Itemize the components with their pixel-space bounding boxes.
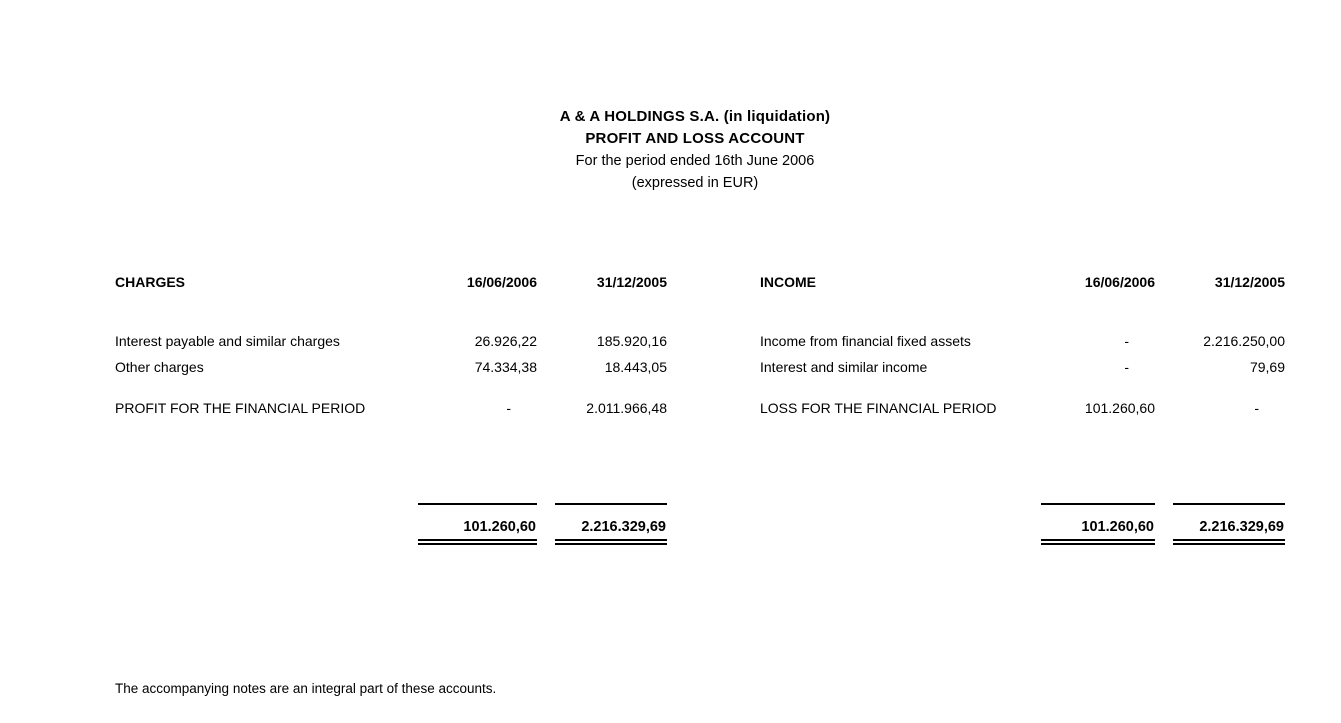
- table-row: [760, 328, 1285, 354]
- row-label: LOSS FOR THE FINANCIAL PERIOD: [760, 400, 997, 416]
- statement-title: PROFIT AND LOSS ACCOUNT: [585, 130, 805, 147]
- row-label: Other charges: [115, 359, 204, 375]
- table-row: [760, 395, 1285, 421]
- charges-total-2006: 101.260,60: [418, 503, 537, 545]
- row-value-2005: 79,69: [1249, 359, 1285, 375]
- table-row: [760, 354, 1285, 380]
- company-name: A & A HOLDINGS S.A. (in liquidation): [559, 108, 831, 125]
- charges-total-2005: 2.216.329,69: [555, 503, 667, 545]
- row-value-2006: -: [1124, 359, 1129, 375]
- row-label: Interest payable and similar charges: [115, 333, 340, 349]
- row-value-2005: -: [1254, 400, 1259, 416]
- footer-note: The accompanying notes are an integral part of these accounts.: [115, 681, 497, 696]
- income-total-2006: 101.260,60: [1041, 503, 1155, 545]
- charges-table: [115, 272, 667, 545]
- charges-header-row: [115, 272, 667, 292]
- row-value-2005: 2.216.250,00: [1203, 333, 1285, 349]
- table-row: [115, 328, 667, 354]
- row-value-2005: 185.920,16: [596, 333, 667, 349]
- row-value-2005: 2.011.966,48: [586, 400, 667, 416]
- charges-totals-row: [115, 503, 667, 545]
- income-header-row: [760, 272, 1285, 292]
- table-row: [115, 395, 667, 421]
- row-value-2006: -: [1124, 333, 1129, 349]
- table-row: [115, 354, 667, 380]
- row-value-2006: 101.260,60: [1084, 400, 1155, 416]
- row-value-2006: 26.926,22: [474, 333, 537, 349]
- row-value-2006: 74.334,38: [474, 359, 537, 375]
- row-label: PROFIT FOR THE FINANCIAL PERIOD: [115, 400, 366, 416]
- row-label: Income from financial fixed assets: [760, 333, 971, 349]
- title-block: [495, 106, 895, 194]
- row-label: Interest and similar income: [760, 359, 928, 375]
- income-col-header-2005: 31/12/2005: [1214, 274, 1285, 290]
- income-total-2005: 2.216.329,69: [1173, 503, 1285, 545]
- currency-line: (expressed in EUR): [631, 175, 759, 191]
- period-line: For the period ended 16th June 2006: [575, 153, 815, 169]
- income-col-header-2006: 16/06/2006: [1084, 274, 1155, 290]
- charges-section-title: CHARGES: [115, 274, 186, 290]
- charges-col-header-2005: 31/12/2005: [596, 274, 667, 290]
- row-value-2006: -: [506, 400, 511, 416]
- income-table: [760, 272, 1285, 545]
- charges-col-header-2006: 16/06/2006: [466, 274, 537, 290]
- income-section-title: INCOME: [760, 274, 816, 290]
- income-totals-row: [760, 503, 1285, 545]
- row-value-2005: 18.443,05: [604, 359, 667, 375]
